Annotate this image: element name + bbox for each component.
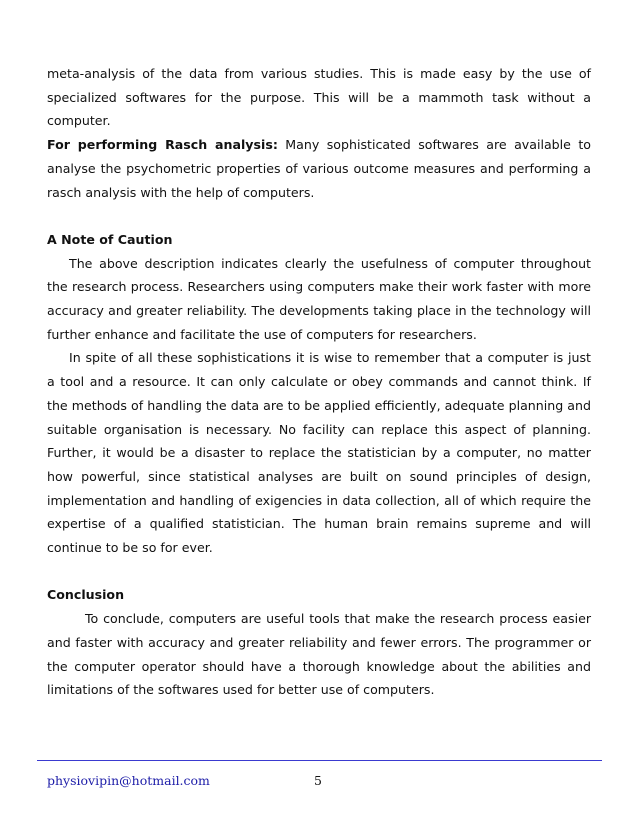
rasch-analysis-paragraph [47, 133, 591, 204]
meta-analysis-paragraph: meta-analysis of the data from various studies. This is made easy by the use of specialized softwares for the purpose. This will be a mammoth task without a computer. [47, 66, 591, 129]
rasch-analysis-label: For performing Rasch analysis: [47, 137, 278, 153]
footer-divider [37, 760, 602, 761]
caution-paragraph-1: The above description indicates clearly the usefulness of computer throughout the research process. Researchers using computers make their work faster with more accuracy and greater reliability. The developments taking place in the technology will further enhance and facilitate the use of computers for researchers. [47, 255, 591, 342]
conclusion-heading: Conclusion [47, 587, 125, 603]
rasch-analysis-text: Many sophisticated softwares are available to analyse the psychometric properties of various outcome measures and performing a rasch analysis with the help of computers. [47, 137, 591, 200]
page-number: 5 [314, 773, 322, 788]
caution-heading: A Note of Caution [47, 231, 173, 247]
conclusion-paragraph: To conclude, computers are useful tools that make the research process easier and faster with accuracy and greater reliability and fewer errors. The programmer or the computer operator should have a thorough knowledge about the abilities and limitations of the softwares used for better use of computers. [47, 611, 591, 698]
section-spacer [47, 204, 591, 228]
caution-paragraph-2: In spite of all these sophistications it is wise to remember that a computer is just a tool and a resource. It can only calculate or obey commands and cannot think. If the methods of handling the data are to be applied efficiently, adequate planning and suitable organisation is necessary. No facility can replace this aspect of planning. Further, it would be a disaster to replace the statistician by a computer, no matter how powerful, since statistical analyses are built on sound principles of design, implementation and handling of exigencies in data collection, all of which require the expertise of a qualified statistician. The human brain remains supreme and will continue to be so for ever. [47, 350, 591, 556]
section-spacer [47, 560, 591, 584]
page-body [47, 62, 591, 702]
footer-email: physiovipin@hotmail.com [47, 773, 210, 788]
